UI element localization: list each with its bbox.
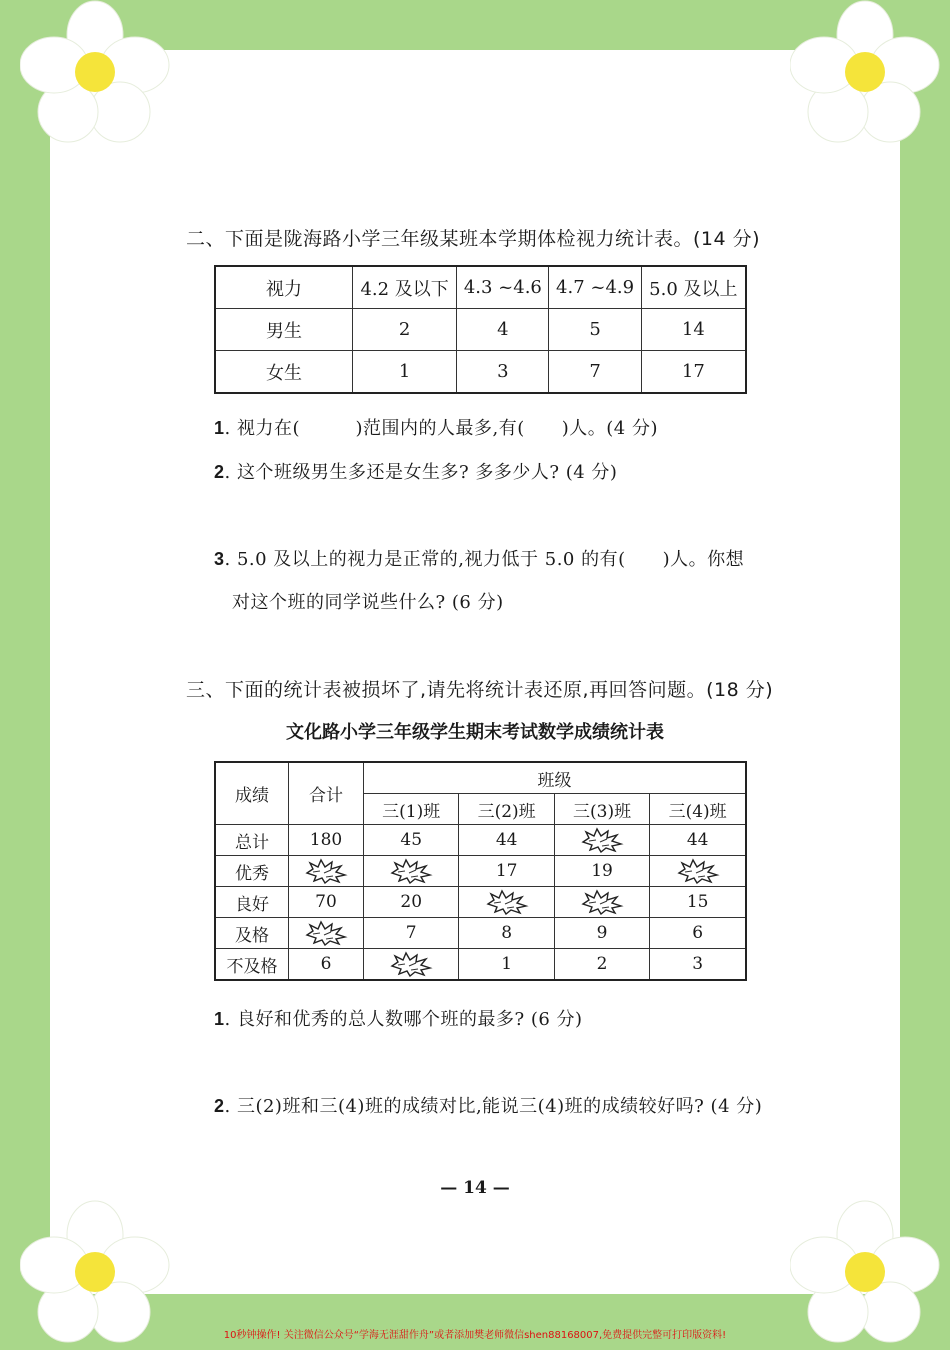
table-row — [215, 762, 746, 794]
table-cell: 2 — [353, 309, 457, 351]
vision-table — [214, 265, 747, 394]
ink-splat-icon — [580, 827, 624, 853]
table-row — [215, 856, 746, 887]
ink-splat-icon — [580, 889, 624, 915]
table-cell: 180 — [289, 825, 364, 856]
table-cell: 三(2)班 — [459, 794, 554, 825]
table-cell: 6 — [289, 949, 364, 981]
table-cell: 14 — [641, 309, 746, 351]
table-cell: 5 — [549, 309, 641, 351]
table-cell: 19 — [554, 856, 649, 887]
table-row — [215, 918, 746, 949]
table-cell: 成绩 — [215, 762, 289, 825]
section2-title: 二、下面是陇海路小学三年级某班本学期体检视力统计表。(14 分) — [186, 228, 761, 250]
table-cell: 4 — [457, 309, 549, 351]
question-3-2: 2. 三(2)班和三(4)班的成绩对比,能说三(4)班的成绩较好吗? (4 分) — [214, 1096, 763, 1117]
table-cell: 6 — [650, 918, 746, 949]
table-cell: 不及格 — [215, 949, 289, 981]
table-cell: 4.3 ~4.6 — [457, 266, 549, 309]
damaged-cell — [650, 856, 746, 887]
flower-icon — [790, 0, 940, 150]
table-cell: 8 — [459, 918, 554, 949]
table-cell: 7 — [549, 351, 641, 394]
damaged-cell — [364, 856, 459, 887]
damaged-cell — [364, 949, 459, 981]
page-number: — 14 — — [440, 1178, 510, 1198]
table-title: 文化路小学三年级学生期末考试数学成绩统计表 — [286, 722, 664, 743]
table-cell: 3 — [457, 351, 549, 394]
table-cell: 三(1)班 — [364, 794, 459, 825]
table-cell: 三(4)班 — [650, 794, 746, 825]
ink-splat-icon — [389, 951, 433, 977]
question-2-1: 1. 视力在( )范围内的人最多,有( )人。(4 分) — [214, 418, 658, 439]
ink-splat-icon — [485, 889, 529, 915]
table-cell: 15 — [650, 887, 746, 918]
table-cell: 2 — [554, 949, 649, 981]
scores-table — [214, 761, 747, 981]
flower-icon — [20, 0, 170, 150]
table-cell: 及格 — [215, 918, 289, 949]
table-cell: 44 — [650, 825, 746, 856]
table-cell: 7 — [364, 918, 459, 949]
table-cell: 9 — [554, 918, 649, 949]
table-cell: 70 — [289, 887, 364, 918]
table-cell: 5.0 及以上 — [641, 266, 746, 309]
table-cell: 44 — [459, 825, 554, 856]
table-row — [215, 351, 746, 394]
damaged-cell — [554, 825, 649, 856]
table-cell: 4.7 ~4.9 — [549, 266, 641, 309]
question-2-3-line2: 对这个班的同学说些什么? (6 分) — [232, 592, 504, 613]
table-cell: 45 — [364, 825, 459, 856]
section3-title: 三、下面的统计表被损坏了,请先将统计表还原,再回答问题。(18 分) — [186, 679, 774, 701]
table-cell: 女生 — [215, 351, 353, 394]
table-row — [215, 309, 746, 351]
table-cell: 20 — [364, 887, 459, 918]
damaged-cell — [289, 856, 364, 887]
table-row — [215, 266, 746, 309]
question-3-1: 1. 良好和优秀的总人数哪个班的最多? (6 分) — [214, 1009, 583, 1030]
table-cell: 三(3)班 — [554, 794, 649, 825]
table-row — [215, 825, 746, 856]
table-row — [215, 887, 746, 918]
question-2-2: 2. 这个班级男生多还是女生多? 多多少人? (4 分) — [214, 462, 618, 483]
table-cell: 17 — [459, 856, 554, 887]
question-2-3: 3. 5.0 及以上的视力是正常的,视力低于 5.0 的有( )人。你想 — [214, 549, 745, 570]
footer-notice: 10秒钟操作! 关注微信公众号“学海无涯甜作舟”或者添加樊老师微信shen88168007,免费提供完整可打印版资料! — [223, 1330, 727, 1341]
ink-splat-icon — [304, 858, 348, 884]
table-cell: 1 — [353, 351, 457, 394]
ink-splat-icon — [304, 920, 348, 946]
ink-splat-icon — [676, 858, 720, 884]
table-cell: 班级 — [364, 762, 747, 794]
table-row — [215, 949, 746, 981]
table-cell: 总计 — [215, 825, 289, 856]
damaged-cell — [554, 887, 649, 918]
damaged-cell — [459, 887, 554, 918]
damaged-cell — [289, 918, 364, 949]
table-cell: 17 — [641, 351, 746, 394]
table-cell: 男生 — [215, 309, 353, 351]
table-cell: 合计 — [289, 762, 364, 825]
table-cell: 优秀 — [215, 856, 289, 887]
table-cell: 视力 — [215, 266, 353, 309]
table-cell: 1 — [459, 949, 554, 981]
table-cell: 3 — [650, 949, 746, 981]
table-cell: 4.2 及以下 — [353, 266, 457, 309]
table-cell: 良好 — [215, 887, 289, 918]
ink-splat-icon — [389, 858, 433, 884]
